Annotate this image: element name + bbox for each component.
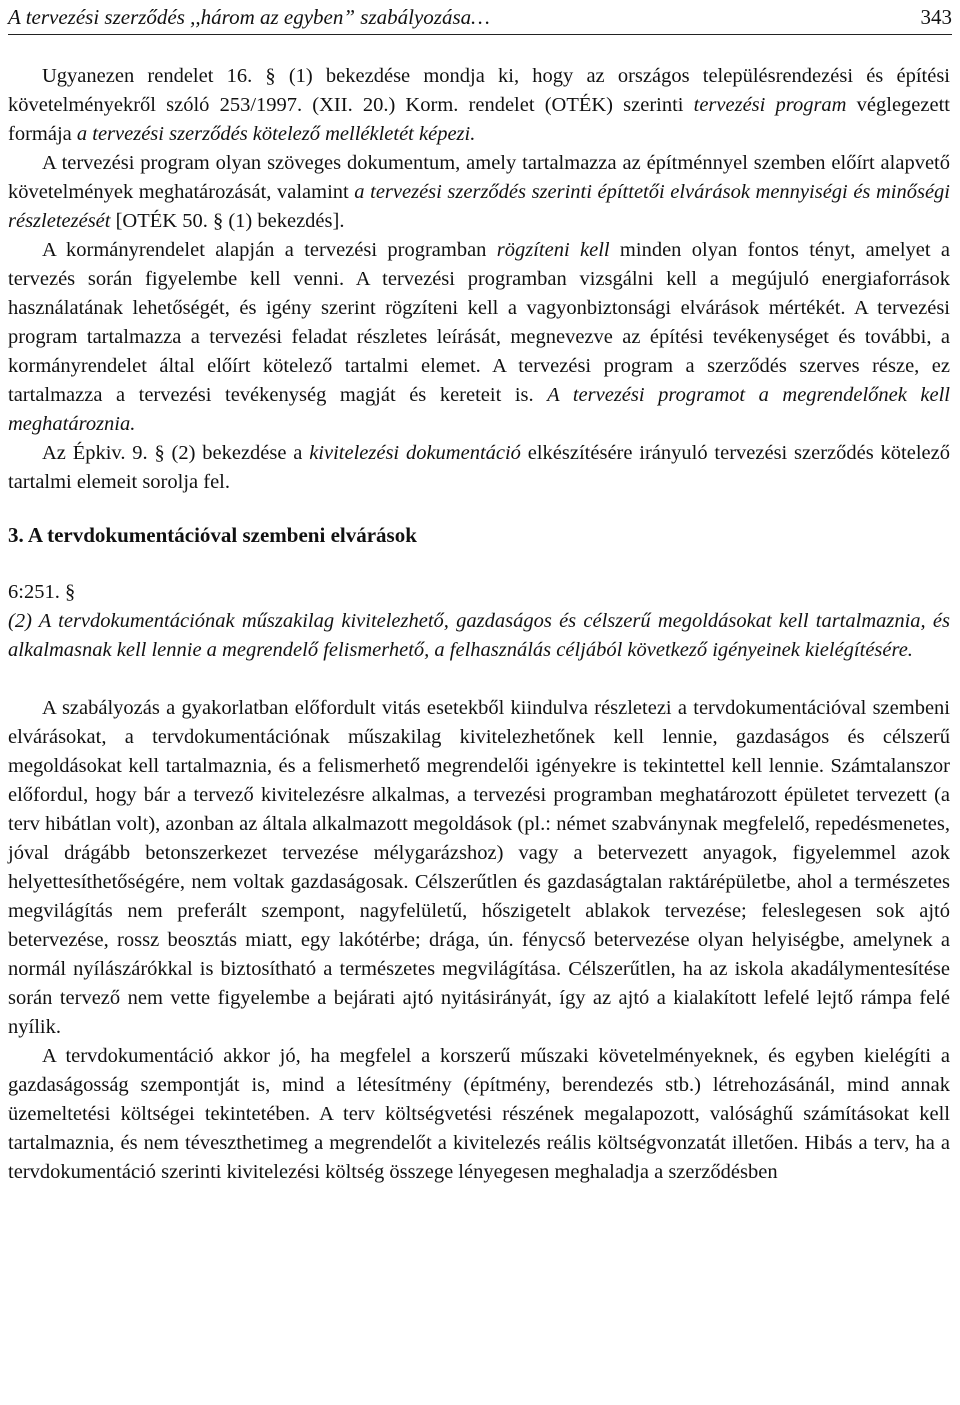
law-quote <box>8 607 950 665</box>
paragraph-6: A tervdokumentáció akkor jó, ha megfelel a korszerű műszaki követelményeknek, és egyben kielégíti a gazdaságosság szempontját is, mind a létesítmény (építmény, berendezés stb.) létrehozásánál, mind annak üzemeltetési költségei tekintetében. A terv költségvetési részének megalapozott, valósághű számításokat kell tartalmaznia, és nem téveszthetimeg a megrendelőt a kivitelezés reális költségvonzatát illetően. Hibás a terv, ha a tervdokumentáció szerinti kivitelezési költség összege lényegesen meghaladja a szerződésben <box>8 1045 950 1183</box>
p1-text-c: véglegezett formája <box>8 94 950 145</box>
paragraph-5: A szabályozás a gyakorlatban előfordult vitás esetekből kiindulva részletezi a tervdokumentációval szembeni elvárásokat, a tervdokumentációnak műszakilag kivitelezhetőnek kell lennie, gazdaságos és célszerű megoldásokat kell tartalmaznia, és a felismerhető megrendelői igényekre is tekintettel kell lennie. Számtalanszor előfordul, hogy bár a tervező kivitelezésre alkalmas, a tervezési programban meghatározott épületet tervezett (a terv hibátlan volt), azonban az általa alkalmazott megoldások (pl.: német szabványnak megfelelő, repedésmenetes, jóval drágább betonszerkezet tervezése mélygarázshoz) vagy a betervezett anyagok, figyelemmel azok helyettesíthetőségére, nem voltak gazdaságosak. Célszerűtlen és gazdaságtalan raktárépületbe, ahol a természetes megvilágítás nem preferált szempont, nagyfelületű, hőszigetelt ablakok tervezése; feleslegesen sok ajtó betervezése, rossz beosztás miatt, egy lakótérbe; drága, ún. fénycső betervezése olyan helyiségbe, amelynek a normál nyílászárókkal is biztosítható a természetes megvilágítása. Célszerűtlen, ha az iskola akadálymentesítése során tervező nem vette figyelembe a bejárati ajtó nyitásirányát, így az ajtó a kialakított lefelé lejtő rámpa felé nyílik. <box>8 697 950 1038</box>
p1-italic-d: a tervezési szerződés kötelező mellékletét képezi. <box>76 123 476 145</box>
running-header <box>8 0 952 35</box>
page-number: 343 <box>920 4 952 29</box>
p4-text-a: Az Épkiv. 9. § (2) bekezdése a <box>42 442 310 464</box>
p3-text-c: minden olyan fontos tényt, amelyet a tervezés során figyelembe kell venni. A tervezési programban vizsgálni kell a megújuló energiaforrások használatának lehetőségét, és igény szerint rögzíteni kell a vagyonbiztonsági elvárások mértékét. A tervezési program tartalmazza a tervezési feladat részletes leírását, megnevezve az építési tevékenységet és további, a kormányrendelet által előírt kötelező tartalmi elemet. A tervezési program a szerződés szerves része, ez tartalmazza a tervezési tevékenység magját és kereteit is. <box>8 239 951 406</box>
paragraph-2 <box>8 149 950 236</box>
p3-italic-d: A tervezési programot a megrendelőnek kell meghatároznia. <box>8 384 950 435</box>
spacer <box>8 665 950 694</box>
p2-text-a: A tervezési program olyan szöveges dokumentum, amely tartalmazza az építménnyel szemben előírt alapvető követelmények meghatározását, valamint <box>8 152 950 203</box>
p3-italic-b: rögzíteni kell <box>496 239 610 261</box>
p4-italic-b: kivitelezési dokumentáció <box>309 442 521 464</box>
p1-italic-b: tervezési program <box>693 94 847 116</box>
p3-text-a: A kormányrendelet alapján a tervezési programban <box>42 239 497 261</box>
law-reference: 6:251. § <box>8 581 76 603</box>
running-title: A tervezési szerződés ,,három az egyben” szabályozása… <box>8 4 490 29</box>
p2-italic-b: a tervezési szerződés szerinti építtetői elvárások mennyiségi és minőségi részletezését <box>8 181 950 232</box>
p2-text-c: [OTÉK 50. § (1) bekezdés]. <box>110 210 345 232</box>
section-heading: 3. A tervdokumentációval szembeni elvárások <box>8 523 417 547</box>
p4-text-c: elkészítésére irányuló tervezési szerződés kötelező tartalmi elemeit sorolja fel. <box>8 442 950 493</box>
page-body <box>8 62 950 1187</box>
law-quote-text: (2) A tervdokumentációnak műszakilag kivitelezhető, gazdaságos és célszerű megoldásokat kell tartalmaznia, és alkalmasnak kell lennie a megrendelő felismerhető, a felhasználás céljából következő igényeinek kielégítésére. <box>8 610 950 661</box>
p1-text-a: Ugyanezen rendelet 16. § (1) bekezdése mondja ki, hogy az országos településrendezési és építési követelményekről szóló 253/1997. (XII. 20.) Korm. rendelet (OTÉK) szerinti <box>8 65 950 116</box>
paragraph-4 <box>8 439 950 497</box>
paragraph-1 <box>8 62 950 149</box>
paragraph-3 <box>8 236 950 439</box>
